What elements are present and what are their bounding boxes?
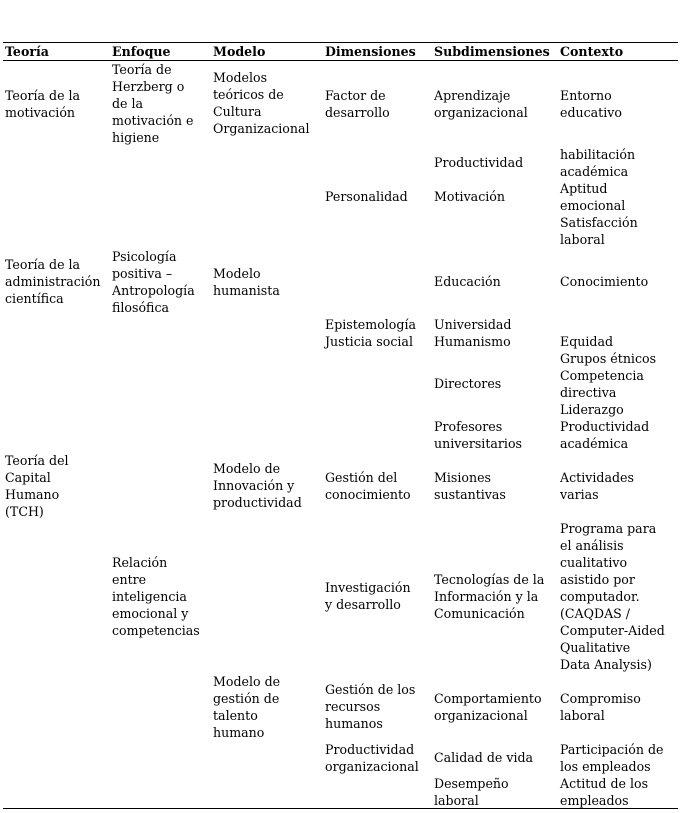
teoria-cell: Teoría de la motivación xyxy=(5,88,81,120)
subdimension-cell: Calidad de vida xyxy=(434,750,534,765)
dimension-cell: Personalidad xyxy=(325,189,408,204)
modelo-cell: Modelo de gestión de talento humano xyxy=(213,674,281,740)
subdimension-cell: Educación xyxy=(434,274,501,289)
enfoque-cell: Psicología positiva – Antropología filosófica xyxy=(112,249,195,315)
contexto-cell: Entorno educativo xyxy=(560,88,622,120)
header-rule xyxy=(3,60,678,61)
teoria-cell: Teoría de la administración científica xyxy=(5,257,101,306)
header-modelo: Modelo xyxy=(213,44,266,59)
header-enfoque: Enfoque xyxy=(112,44,171,59)
dimension-cell: Epistemología Justicia social xyxy=(325,317,416,349)
modelo-cell: Modelo humanista xyxy=(213,266,280,298)
dimension-cell: Gestión de los recursos humanos xyxy=(325,682,416,731)
contexto-cell: Conocimiento xyxy=(560,274,649,289)
subdimension-cell: Misiones sustantivas xyxy=(434,470,506,502)
subdimension-cell: Productividad xyxy=(434,155,524,170)
enfoque-cell: Relación entre inteligencia emocional y competencias xyxy=(112,555,200,638)
subdimension-cell: Profesores universitarios xyxy=(434,419,522,451)
subdimension-cell: Motivación xyxy=(434,189,505,204)
contexto-cell: Participación de los empleados Actitud de los empleados xyxy=(560,742,664,808)
subdimension-cell: Aprendizaje organizacional xyxy=(434,88,528,120)
header-subdimensiones: Subdimensiones xyxy=(434,44,550,59)
header-dimensiones: Dimensiones xyxy=(325,44,416,59)
modelo-cell: Modelos teóricos de Cultura Organizacional xyxy=(213,70,310,136)
header-contexto: Contexto xyxy=(560,44,624,59)
subdimension-cell: Universidad Humanismo xyxy=(434,317,512,349)
teoria-cell: Teoría del Capital Humano (TCH) xyxy=(5,453,69,519)
contexto-cell: Equidad Grupos étnicos Competencia directiva Liderazgo Productividad académica xyxy=(560,334,657,451)
subdimension-cell: Directores xyxy=(434,376,502,391)
dimension-cell: Productividad organizacional xyxy=(325,742,419,774)
contexto-cell: Compromiso laboral xyxy=(560,691,641,723)
contexto-cell: Programa para el análisis cualitativo asistido por computador. (CAQDAS / Computer-Aided Qualitative Data Analysis) xyxy=(560,521,665,672)
dimension-cell: Investigación y desarrollo xyxy=(325,580,411,612)
contexto-cell: habilitación académica Aptitud emocional Satisfacción laboral xyxy=(560,147,638,247)
subdimension-cell: Desempeño laboral xyxy=(434,776,509,808)
subdimension-cell: Comportamiento organizacional xyxy=(434,691,542,723)
dimension-cell: Factor de desarrollo xyxy=(325,88,390,120)
enfoque-cell: Teoría de Herzberg o de la motivación e higiene xyxy=(112,62,194,145)
header-teoria: Teoría xyxy=(5,44,49,59)
dimension-cell: Gestión del conocimiento xyxy=(325,470,411,502)
contexto-cell: Actividades varias xyxy=(560,470,634,502)
subdimension-cell: Tecnologías de la Información y la Comunicación xyxy=(434,572,545,621)
modelo-cell: Modelo de Innovación y productividad xyxy=(213,461,302,510)
